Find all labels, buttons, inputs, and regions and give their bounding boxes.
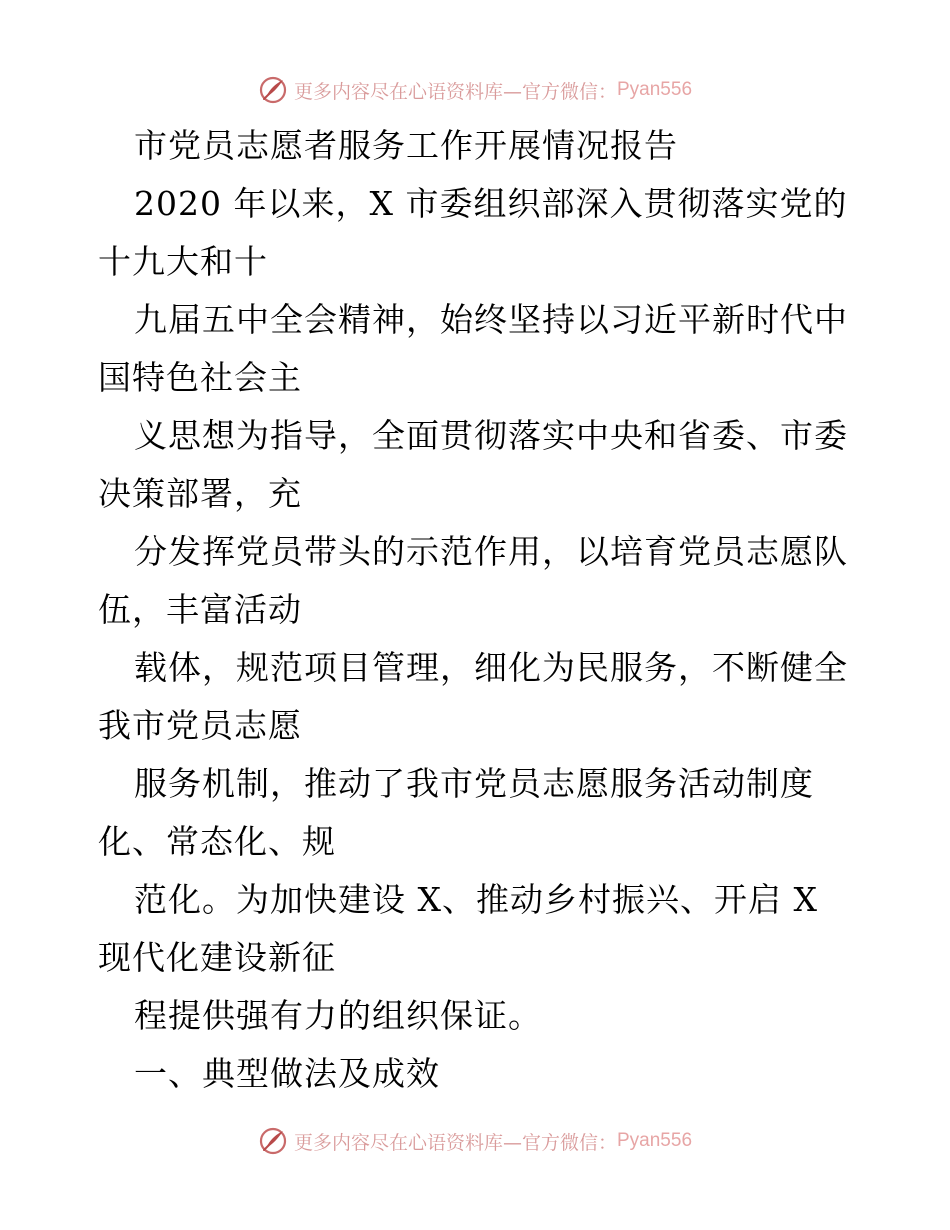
text-line: 十九大和十: [98, 242, 268, 281]
watermark-wechat-label: 官方微信：: [521, 80, 617, 103]
quill-logo-icon: [258, 75, 288, 105]
watermark-text: 更多内容尽在心语资料库—: [293, 80, 522, 103]
footer-watermark: [0, 1124, 950, 1158]
watermark-wechat-id: Pyan556: [617, 79, 693, 100]
text-line: 2020 年以来，X 市委组织部深入贯彻落实党的: [134, 184, 848, 223]
text-line: 伍，丰富活动: [98, 590, 302, 629]
section-heading: 一、典型做法及成效: [134, 1054, 440, 1093]
text-line: 我市党员志愿: [98, 706, 302, 745]
text-line: 分发挥党员带头的示范作用，以培育党员志愿队: [134, 532, 848, 571]
text-line: 义思想为指导，全面贯彻落实中央和省委、市委: [134, 416, 848, 455]
text-line: 决策部署，充: [98, 474, 302, 513]
text-line: 载体，规范项目管理，细化为民服务，不断健全: [134, 648, 848, 687]
watermark-wechat-id: Pyan556: [617, 1130, 693, 1151]
text-line: 国特色社会主: [98, 358, 302, 397]
text-line: 服务机制，推动了我市党员志愿服务活动制度: [134, 764, 814, 803]
quill-logo-icon: [258, 1126, 288, 1156]
text-line: 范化。为加快建设 X、推动乡村振兴、开启 X: [134, 880, 818, 919]
text-line: 程提供强有力的组织保证。: [134, 996, 542, 1035]
watermark-wechat-label: 官方微信：: [521, 1131, 617, 1154]
document-body: [98, 117, 858, 1103]
document-title: 市党员志愿者服务工作开展情况报告: [134, 126, 678, 165]
header-watermark: [0, 73, 950, 107]
text-line: 九届五中全会精神，始终坚持以习近平新时代中: [134, 300, 848, 339]
text-line: 现代化建设新征: [98, 938, 336, 977]
watermark-text: 更多内容尽在心语资料库—: [293, 1131, 522, 1154]
text-line: 化、常态化、规: [98, 822, 336, 861]
